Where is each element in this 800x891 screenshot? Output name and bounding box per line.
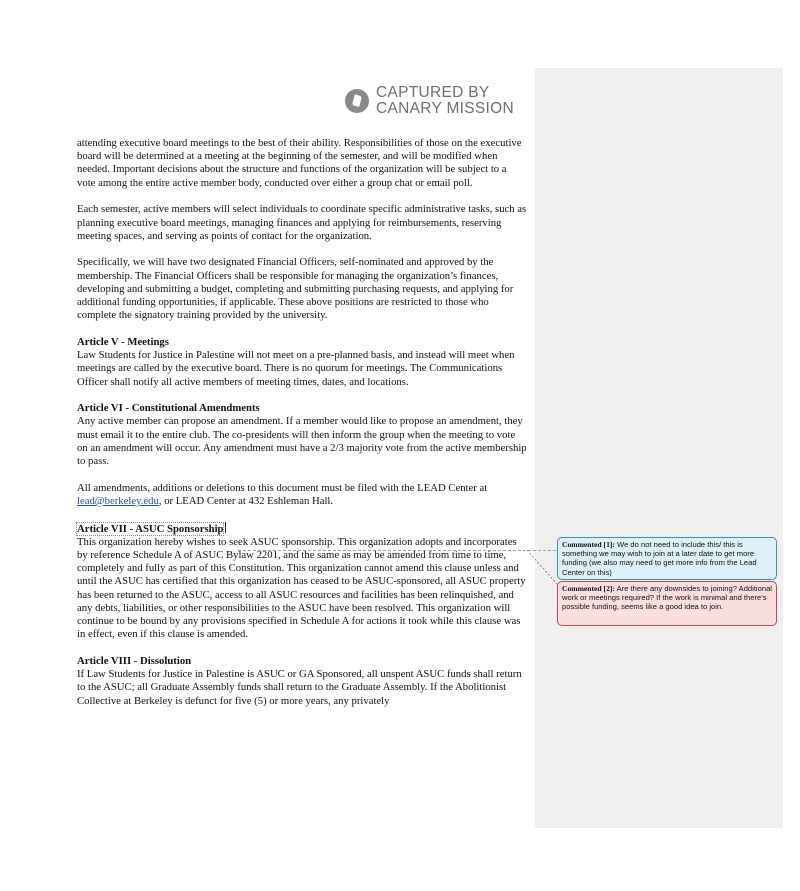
comment-1[interactable] <box>557 537 777 580</box>
comment-anchor[interactable]: Article VII - ASUC Sponsorship <box>77 522 224 535</box>
text-cursor <box>225 522 226 533</box>
comment-tag: Commented [1]: <box>562 540 615 549</box>
filing-paragraph <box>77 482 527 508</box>
document-body[interactable] <box>77 137 527 721</box>
article-heading-commented[interactable] <box>77 523 226 535</box>
paragraph: attending executive board meetings to the best of their ability. Responsibilities of those on the executive board will be determined at a meeting at the beginning of the semester, and will be modified when needed. Important decisions about the structure and functions of the organization will be subject to a vote among the entire active member body, conducted over either a group chat or email poll. <box>77 137 522 189</box>
comment-2[interactable] <box>557 581 777 626</box>
article-vii <box>77 522 527 642</box>
watermark-line2: CANARY MISSION <box>376 100 514 117</box>
watermark-line1: CAPTURED BY <box>376 84 490 101</box>
paragraph: Specifically, we will have two designated Financial Officers, self-nominated and approved by the membership. The Financial Officers shall be responsible for managing the organization’s finances, developing and submitting a budget, completing and submitting purchasing requests, and applying for additional funding opportunities, if applicable. These above positions are restricted to those who complete the signatory training provided by the university. <box>77 256 514 322</box>
watermark <box>345 85 514 117</box>
article-v <box>77 336 527 389</box>
article-heading: Article V - Meetings <box>77 335 169 348</box>
article-heading: Article VI - Constitutional Amendments <box>77 402 260 415</box>
email-link[interactable]: lead@berkeley.edu <box>77 494 159 507</box>
article-vi <box>77 402 527 468</box>
comment-text: We do not need to include this/ this is something we may wish to join at a later date to get more funding (we also may need to get more info from the Lead Center on this) <box>562 540 757 577</box>
canary-logo-icon <box>345 89 369 113</box>
comment-connector <box>238 550 556 551</box>
article-viii <box>77 655 527 708</box>
article-body: If Law Students for Justice in Palestine is ASUC or GA Sponsored, all unspent ASUC funds shall return to the ASUC; all Graduate Assembly funds shall return to the Graduate Assembly. If the Abolitionist Collective at Berkeley is defunct for five (5) or more years, any privately <box>77 668 522 707</box>
article-body: Law Students for Justice in Palestine will not meet on a pre-planned basis, and instead will meet when meetings are called by the executive board. There is no quorum for meetings. The Communications Officer shall notify all active members of meeting times, dates, and locations. <box>77 349 515 388</box>
filing-text-after: , or LEAD Center at 432 Eshleman Hall. <box>158 494 334 507</box>
comment-margin-pane <box>535 68 783 828</box>
article-heading: Article VIII - Dissolution <box>77 655 192 667</box>
article-body: This organization hereby wishes to seek ASUC sponsorship. This organization adopts and incorporates by reference Schedule A of ASUC Bylaw 2201, and the same as may be amended from time to time, completely and fully as part of this Constitution. This organization cannot amend this clause unless and until the ASUC has certified that this organization has ceased to be ASUC-sponsored, all ASUC property has been returned to the ASUC, access to all ASUC resources and facilities has been relinquished, and any debts, liabilities, or other responsibilities to the ASUC have been resolved. This organization will continue to be bound by any provisions specified in Schedule A for actions it took while this clause was in effect, even if this clause is amended. <box>77 535 526 641</box>
watermark-text <box>376 85 514 117</box>
comment-text: Are there any downsides to joining? Additional work or meetings required? If the work is minimal and there's possible funding, seems like a good idea to join. <box>562 584 772 612</box>
filing-text-before: All amendments, additions or deletions to this document must be filed with the LEAD Center at <box>77 481 488 494</box>
article-body: Any active member can propose an amendment. If a member would like to propose an amendment, they must email it to the entire club. The co-presidents will then inform the group when the meeting to vote on an amendment will occur. Any amendment must have a 2/3 majority vote from the active membership to pass. <box>77 415 527 468</box>
comment-tag: Commented [2]: <box>562 584 615 593</box>
paragraph: Each semester, active members will select individuals to coordinate specific administrative tasks, such as planning executive board meetings, managing finances and applying for reimbursements, reserving meeting spaces, and serving as points of contact for the organization. <box>77 203 527 242</box>
